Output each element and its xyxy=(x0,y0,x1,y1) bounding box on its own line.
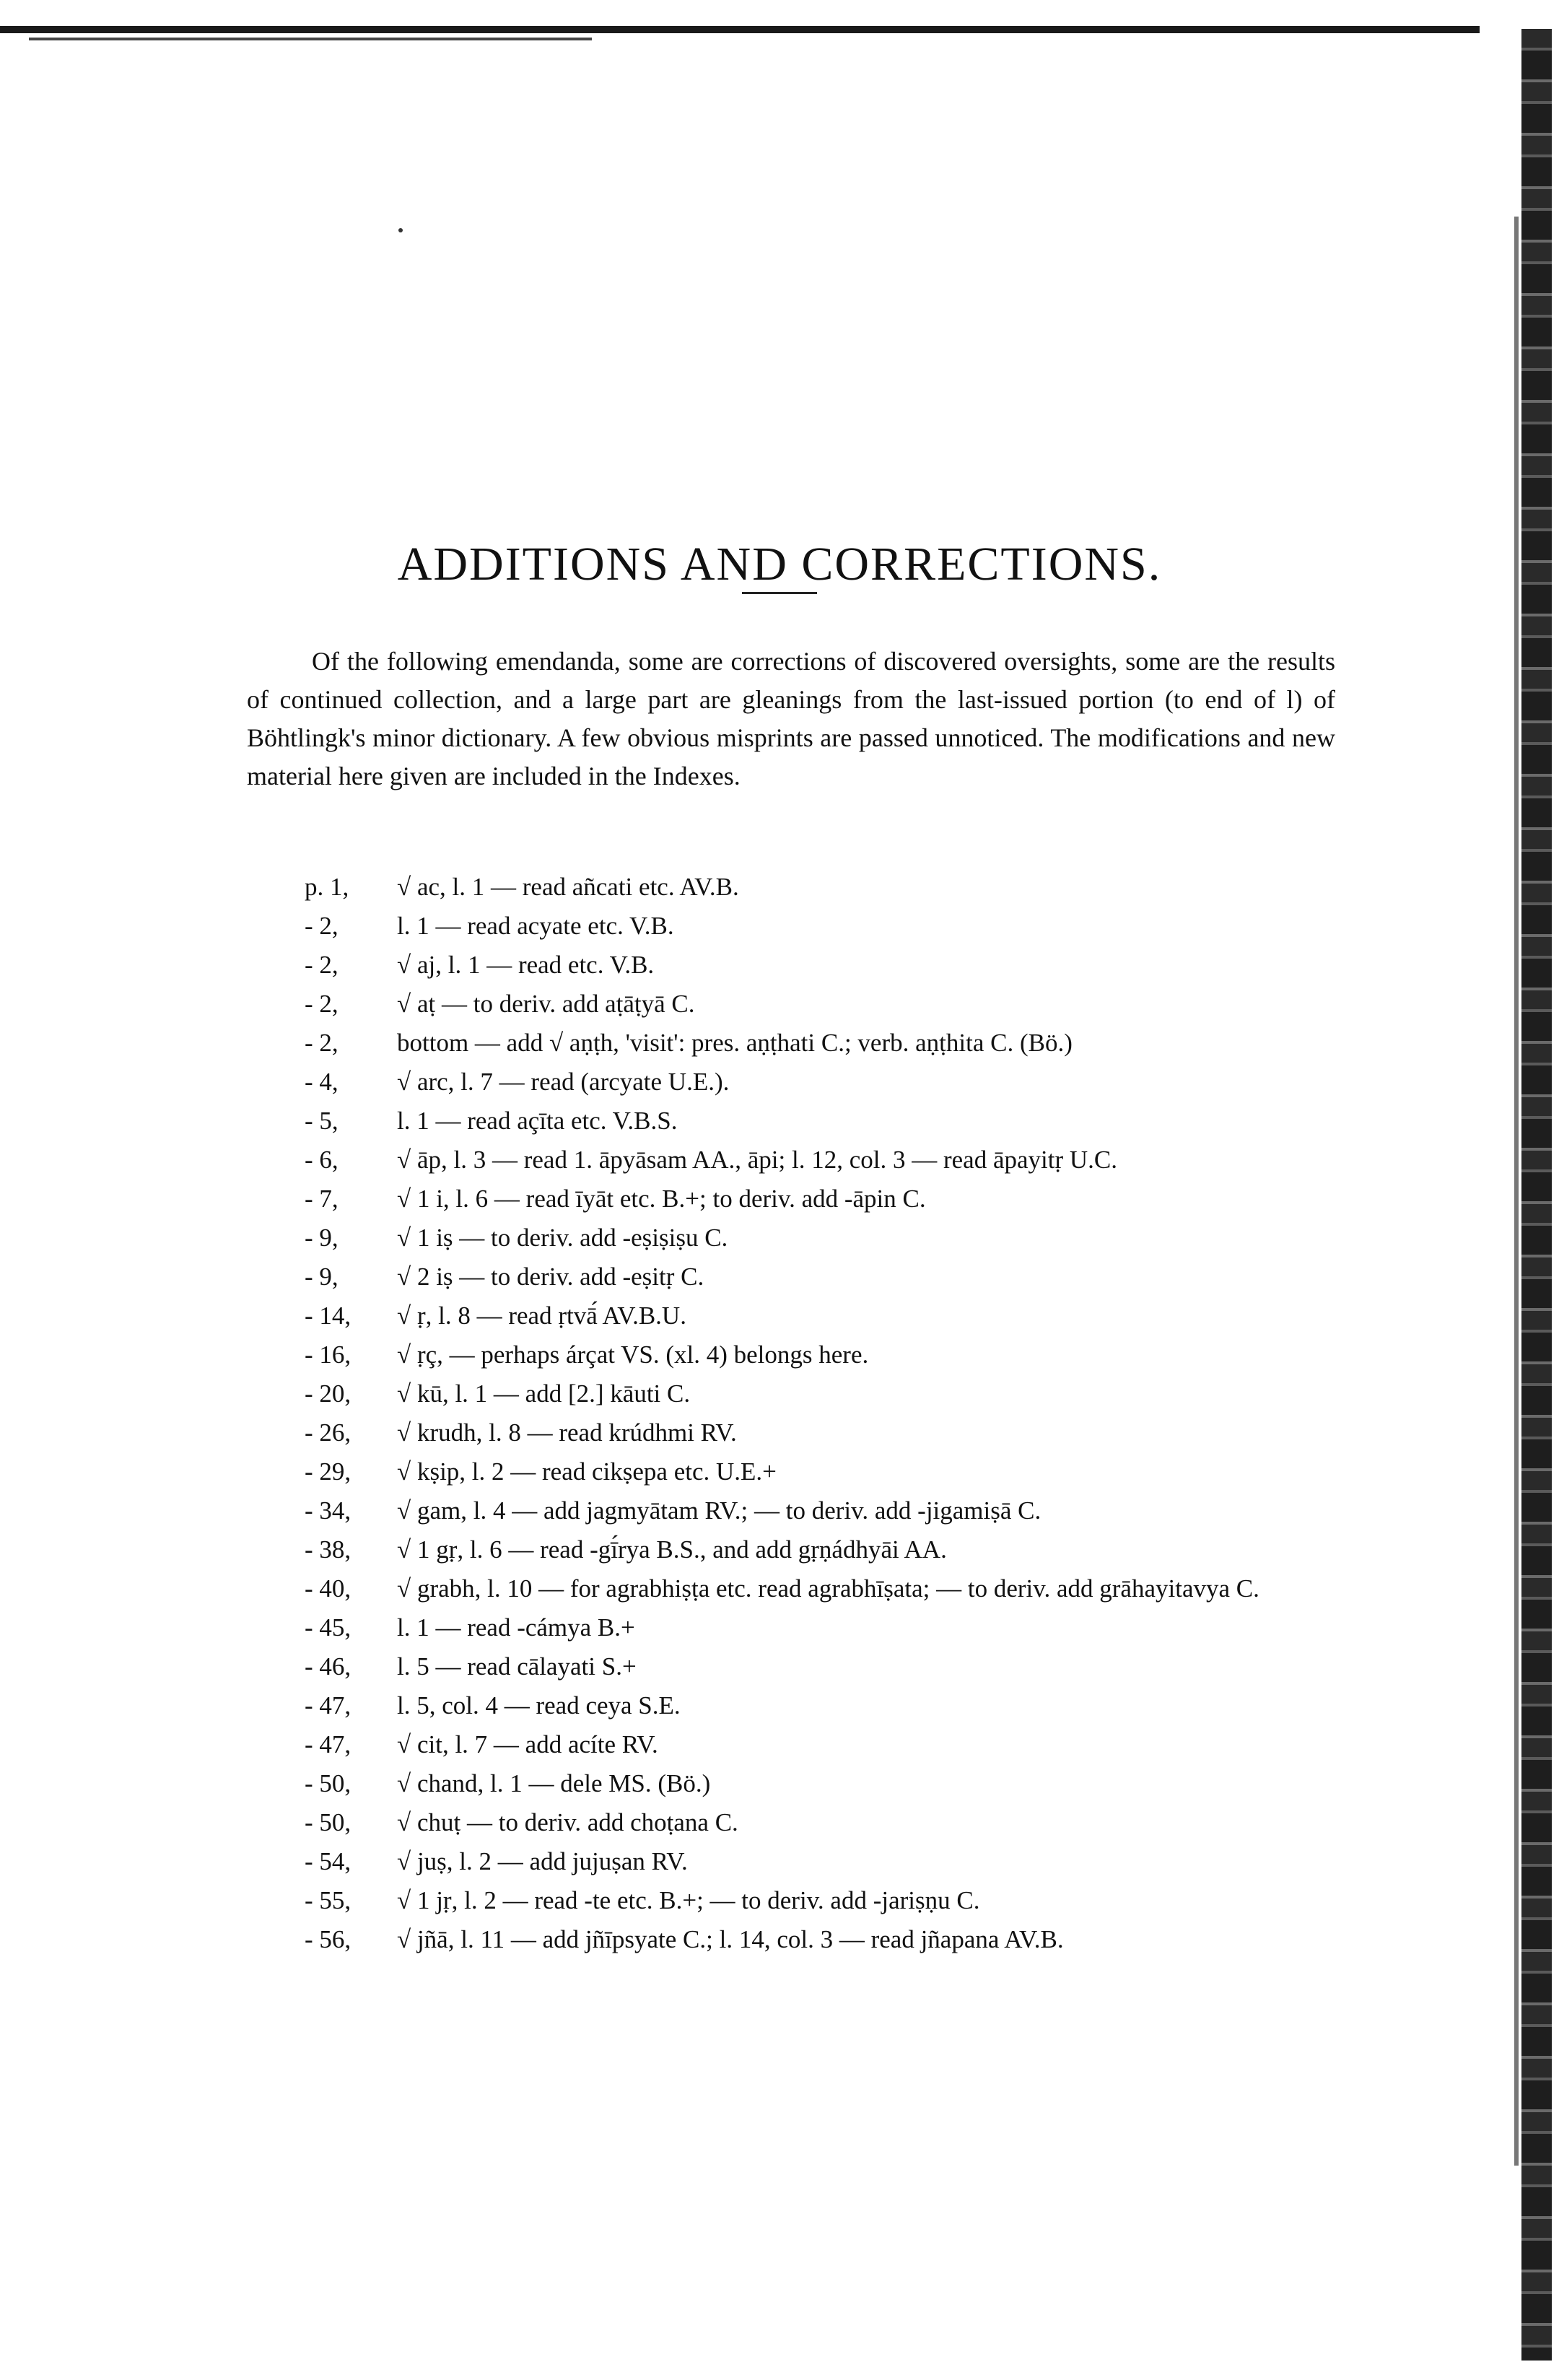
entry-text: √ kṣip, l. 2 — read cikṣepa etc. U.E.+ xyxy=(397,1457,777,1486)
entry-text: l. 5 — read cālayati S.+ xyxy=(397,1652,637,1681)
binding-edge-inner xyxy=(1514,217,1519,2166)
entry-list-item xyxy=(247,1296,1335,1335)
corrections-list xyxy=(247,868,1335,1959)
entry-text: √ āp, l. 3 — read 1. āpyāsam AA., āpi; l. 12, col. 3 — read āpayitṛ U.C. xyxy=(397,1146,1117,1174)
entry-page-ref: - 6, xyxy=(305,1146,339,1174)
entry-text: √ 1 i, l. 6 — read īyāt etc. B.+; to deriv. add -āpin C. xyxy=(397,1185,926,1213)
entry-list-item xyxy=(247,1491,1335,1530)
binding-edge xyxy=(1521,29,1552,2361)
entry-page-ref: - 2, xyxy=(305,1029,339,1057)
entry-list-item xyxy=(247,1335,1335,1374)
entry-list-item xyxy=(247,1686,1335,1725)
entry-text: √ ac, l. 1 — read añcati etc. AV.B. xyxy=(397,873,739,901)
entry-text: √ aj, l. 1 — read etc. V.B. xyxy=(397,951,655,979)
entry-list-item xyxy=(247,1219,1335,1257)
entry-page-ref: - 2, xyxy=(305,951,339,979)
entry-page-ref: - 2, xyxy=(305,912,339,940)
entry-list-item xyxy=(247,1413,1335,1452)
entry-list-item xyxy=(247,1647,1335,1686)
entry-text: l. 1 — read acyate etc. V.B. xyxy=(397,912,674,940)
entry-page-ref: - 9, xyxy=(305,1224,339,1252)
entry-page-ref: - 47, xyxy=(305,1691,351,1719)
entry-list-item xyxy=(247,1374,1335,1413)
entry-list-item xyxy=(247,1803,1335,1842)
entry-text: √ 1 iṣ — to deriv. add -eṣiṣiṣu C. xyxy=(397,1224,728,1252)
entry-text: √ kū, l. 1 — add [2.] kāuti C. xyxy=(397,1379,691,1408)
entry-list-item xyxy=(247,946,1335,985)
entry-text: √ chand, l. 1 — dele MS. (Bö.) xyxy=(397,1769,711,1797)
entry-text: √ chuṭ — to deriv. add choṭana C. xyxy=(397,1808,738,1836)
entry-page-ref: - 26, xyxy=(305,1418,351,1447)
entry-list-item xyxy=(247,1063,1335,1102)
entry-page-ref: p. 1, xyxy=(305,873,349,901)
entry-list-item xyxy=(247,1608,1335,1647)
entry-list-item xyxy=(247,1180,1335,1219)
entry-page-ref: - 5, xyxy=(305,1107,339,1135)
page-top-border-shadow xyxy=(29,38,592,40)
entry-list-item xyxy=(247,1920,1335,1959)
entry-page-ref: - 54, xyxy=(305,1847,351,1875)
entry-page-ref: - 16, xyxy=(305,1341,351,1369)
entry-text: l. 1 — read -cámya B.+ xyxy=(397,1613,635,1642)
entry-text: √ krudh, l. 8 — read krúdhmi RV. xyxy=(397,1418,737,1447)
entry-list-item xyxy=(247,1257,1335,1296)
title-divider xyxy=(742,592,817,594)
entry-page-ref: - 7, xyxy=(305,1185,339,1213)
entry-text: √ gam, l. 4 — add jagmyātam RV.; — to deriv. add -jigamiṣā C. xyxy=(397,1496,1041,1525)
ink-speck xyxy=(398,228,403,232)
entry-page-ref: - 4, xyxy=(305,1068,339,1096)
entry-page-ref: - 2, xyxy=(305,990,339,1018)
entry-page-ref: - 47, xyxy=(305,1730,351,1758)
entry-page-ref: - 56, xyxy=(305,1925,351,1953)
entry-page-ref: - 34, xyxy=(305,1496,351,1525)
entry-text: √ aṭ — to deriv. add aṭāṭyā C. xyxy=(397,990,695,1018)
entry-text: l. 5, col. 4 — read ceya S.E. xyxy=(397,1691,681,1719)
entry-page-ref: - 46, xyxy=(305,1652,351,1681)
entry-text: √ 2 iṣ — to deriv. add -eṣitṛ C. xyxy=(397,1263,704,1291)
entry-list-item xyxy=(247,1024,1335,1063)
entry-text: √ 1 jṛ, l. 2 — read -te etc. B.+; — to deriv. add -jariṣṇu C. xyxy=(397,1886,980,1914)
entry-page-ref: - 14, xyxy=(305,1302,351,1330)
entry-list-item xyxy=(247,1764,1335,1803)
entry-text: √ ṛç, — perhaps árçat VS. (xl. 4) belongs here. xyxy=(397,1341,869,1369)
entry-text: bottom — add √ aṇṭh, 'visit': pres. aṇṭhati C.; verb. aṇṭhita C. (Bö.) xyxy=(397,1029,1073,1057)
entry-text: √ jñā, l. 11 — add jñīpsyate C.; l. 14, col. 3 — read jñapana AV.B. xyxy=(397,1925,1064,1953)
entry-list-item xyxy=(247,985,1335,1024)
entry-list-item xyxy=(247,868,1335,907)
entry-list-item xyxy=(247,1725,1335,1764)
intro-paragraph: Of the following emendanda, some are corrections of discovered oversights, some are the results of continued collection, and a large part are gleanings from the last-issued portion (to end of l) of Böhtlingk's minor dictionary. A few obvious misprints are passed unnoticed. The modifications and new material here given are included in the Indexes. xyxy=(247,647,1335,790)
entry-list-item xyxy=(247,907,1335,946)
entry-text: √ cit, l. 7 — add acíte RV. xyxy=(397,1730,658,1758)
entry-page-ref: - 38, xyxy=(305,1535,351,1564)
page-title: ADDITIONS AND CORRECTIONS. xyxy=(397,538,1162,591)
entry-page-ref: - 45, xyxy=(305,1613,351,1642)
entry-list-item xyxy=(247,1569,1335,1608)
entry-text: √ arc, l. 7 — read (arcyate U.E.). xyxy=(397,1068,730,1096)
entry-page-ref: - 50, xyxy=(305,1808,351,1836)
entry-page-ref: - 29, xyxy=(305,1457,351,1486)
entry-text: √ 1 gṛ, l. 6 — read -gī́rya B.S., and add gṛṇádhyāi AA. xyxy=(397,1535,947,1564)
entry-page-ref: - 55, xyxy=(305,1886,351,1914)
entry-text: √ juṣ, l. 2 — add jujuṣan RV. xyxy=(397,1847,688,1875)
entry-list-item xyxy=(247,1141,1335,1180)
entry-list-item xyxy=(247,1530,1335,1569)
entry-text: √ ṛ, l. 8 — read ṛtvā́ AV.B.U. xyxy=(397,1302,686,1330)
entry-list-item xyxy=(247,1842,1335,1881)
entry-page-ref: - 9, xyxy=(305,1263,339,1291)
entry-page-ref: - 40, xyxy=(305,1574,351,1603)
page-top-border xyxy=(0,26,1480,33)
entry-list-item xyxy=(247,1102,1335,1141)
entry-text: √ grabh, l. 10 — for agrabhiṣṭa etc. read agrabhīṣata; — to deriv. add grāhayitavya C. xyxy=(397,1574,1259,1603)
entry-list-item xyxy=(247,1881,1335,1920)
entry-list-item xyxy=(247,1452,1335,1491)
entry-page-ref: - 50, xyxy=(305,1769,351,1797)
entry-text: l. 1 — read açīta etc. V.B.S. xyxy=(397,1107,678,1135)
entry-page-ref: - 20, xyxy=(305,1379,351,1408)
